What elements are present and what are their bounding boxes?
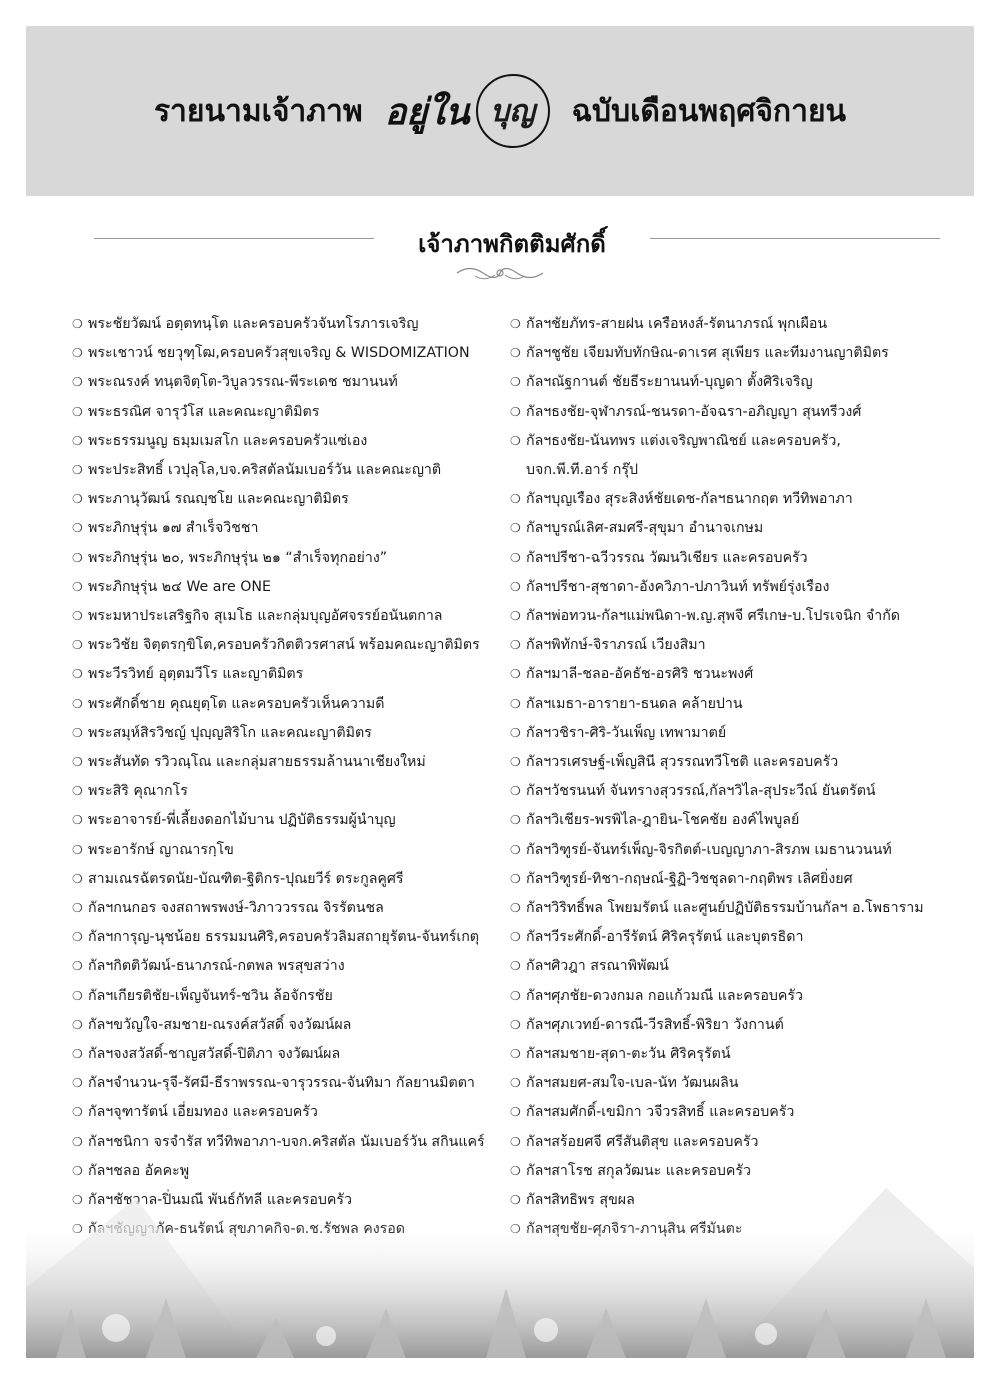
donor-name: กัลฯสร้อยศจี ศรีสันติสุข และครอบครัว — [526, 1133, 759, 1150]
donor-entry — [72, 514, 512, 543]
donor-entry — [510, 660, 950, 689]
donor-entry — [510, 865, 950, 894]
circle-bullet-icon: ❍ — [72, 755, 83, 770]
donor-name: พระธรรมนูญ ธมฺมเมสโก และครอบครัวแซ่เอง — [88, 432, 368, 449]
donor-name: พระวิชัย จิตฺตรกฺขิโต,ครอบครัวกิตติวรศาสน์ พร้อมคณะญาติมิตร — [88, 637, 480, 654]
donor-name: กัลฯพิทักษ์-จิราภรณ์ เวียงสิมา — [526, 637, 706, 654]
donor-entry — [510, 982, 950, 1011]
donor-name: กัลฯวรเศรษฐ์-เพ็ญสินี สุวรรณทวีโชติ และครอบครัว — [526, 754, 839, 771]
circle-bullet-icon: ❍ — [510, 346, 521, 361]
heading-rule-left — [94, 238, 374, 239]
circle-bullet-icon: ❍ — [72, 1163, 83, 1178]
donor-entry — [72, 398, 512, 427]
donor-list-right — [510, 310, 950, 1245]
donor-entry — [72, 1098, 512, 1127]
donor-entry — [510, 777, 950, 806]
donor-name: กัลฯชลอ อัคคะพู — [88, 1162, 190, 1179]
donor-name: กัลฯสมชาย-สุดา-ตะวัน ศิริครุรัตน์ — [526, 1046, 731, 1063]
donor-entry — [72, 602, 512, 631]
donor-entry — [72, 777, 512, 806]
section-title: เจ้าภาพกิตติมศักดิ์ — [418, 229, 606, 258]
donor-entry — [72, 982, 512, 1011]
logo-circle — [476, 74, 550, 148]
circle-bullet-icon: ❍ — [510, 609, 521, 624]
donor-entry — [510, 836, 950, 865]
donor-entry — [72, 339, 512, 368]
donor-name: กัลฯชนิกา จรจำรัส ทวีทิพอาภา-บจก.คริสตัล นัมเบอร์วัน สกินแคร์ — [88, 1133, 485, 1150]
circle-bullet-icon: ❍ — [510, 959, 521, 974]
circle-bullet-icon: ❍ — [510, 521, 521, 536]
donor-entry — [72, 456, 512, 485]
donor-name: กัลฯวัชรนนท์ จันทรางสุวรรณ์,กัลฯวิไล-สุประวีณ์ ยันตรัตน์ — [526, 783, 876, 800]
donor-entry — [510, 719, 950, 748]
circle-bullet-icon: ❍ — [72, 433, 83, 448]
donor-entry — [72, 923, 512, 952]
donor-entry — [510, 514, 950, 543]
circle-bullet-icon: ❍ — [72, 638, 83, 653]
section-heading — [26, 224, 974, 264]
donor-name: กัลฯชูชัย เจียมทับทักษิณ-ดาเรศ สุเพียร และทีมงานญาติมิตร — [526, 345, 889, 362]
donor-entry — [72, 485, 512, 514]
circle-bullet-icon: ❍ — [510, 492, 521, 507]
donor-entry — [510, 1069, 950, 1098]
donor-name: กัลฯสาโรช สกุลวัฒนะ และครอบครัว — [526, 1162, 751, 1179]
circle-bullet-icon: ❍ — [72, 696, 83, 711]
donor-entry — [510, 1040, 950, 1069]
donor-entry — [510, 1128, 950, 1157]
circle-bullet-icon: ❍ — [72, 1047, 83, 1062]
donor-entry — [510, 544, 950, 573]
donor-name: กัลฯบุญเรือง สุระสิงห์ชัยเดช-กัลฯธนากฤต ทวีทิพอาภา — [526, 491, 853, 508]
circle-bullet-icon: ❍ — [72, 346, 83, 361]
donor-name: พระวีรวิทย์ อุตฺตมวีโร และญาติมิตร — [88, 666, 304, 683]
circle-bullet-icon: ❍ — [510, 1017, 521, 1032]
donor-entry — [72, 1128, 512, 1157]
circle-bullet-icon: ❍ — [72, 1017, 83, 1032]
donor-name: กัลฯขวัญใจ-สมชาย-ณรงค์สวัสดิ์ จงวัฒน์ผล — [88, 1016, 352, 1033]
donor-entry — [510, 368, 950, 397]
circle-bullet-icon: ❍ — [72, 492, 83, 507]
header-title-right: ฉบับเดือนพฤศจิกายน — [571, 93, 847, 129]
donor-name: พระมหาประเสริฐกิจ สุเมโธ และกลุ่มบุญอัศจรรย์อนันตกาล — [88, 608, 443, 625]
heading-rule-right — [650, 238, 940, 239]
donor-list-left — [72, 310, 512, 1245]
circle-bullet-icon: ❍ — [510, 696, 521, 711]
donor-name: กัลฯวิฑูรย์-ทิชา-กฤษณ์-ฐิฏิ-วิชชุลดา-กฤติพร เลิศยิ่งยศ — [526, 870, 853, 887]
donor-entry — [510, 602, 950, 631]
donor-name: กัลฯธงชัย-นันทพร แต่งเจริญพาณิชย์ และครอบครัว, — [526, 432, 841, 449]
donor-name: กัลฯศุภเวทย์-ดารณี-วีรสิทธิ์-พิริยา วังกานต์ — [526, 1016, 784, 1033]
donor-name: พระภิกษุรุ่น ๒๔ We are ONE — [88, 578, 271, 595]
donor-entry — [510, 631, 950, 660]
circle-bullet-icon: ❍ — [72, 1076, 83, 1091]
donor-name: สามเณรฉัตรดนัย-บัณฑิต-ฐิติกร-ปุณยวีร์ ตระกูลคูศรี — [88, 870, 404, 887]
donor-entry — [510, 573, 950, 602]
donor-entry — [72, 631, 512, 660]
circle-bullet-icon: ❍ — [72, 521, 83, 536]
donor-name: กัลฯจำนวน-รุจี-รัศมี-ธีราพรรณ-จารุวรรณ-จันทิมา กัลยานมิตตา — [88, 1075, 475, 1092]
circle-bullet-icon: ❍ — [510, 988, 521, 1003]
donor-entry — [72, 952, 512, 981]
donor-name: กัลฯวิริทธิ์พล โพยมรัตน์ และศูนย์ปฏิบัติธรรมบ้านกัลฯ อ.โพธาราม — [526, 900, 924, 917]
donor-name: พระภิกษุรุ่น ๒๐, พระภิกษุรุ่น ๒๑ “สำเร็จทุกอย่าง” — [88, 549, 388, 566]
header-band — [26, 26, 974, 196]
circle-bullet-icon: ❍ — [510, 375, 521, 390]
donor-entry — [72, 836, 512, 865]
logo-circle-text: บุญ — [490, 93, 535, 129]
circle-bullet-icon: ❍ — [72, 317, 83, 331]
donor-name: กัลฯศุภชัย-ดวงกมล กอแก้วมณี และครอบครัว — [526, 987, 803, 1004]
circle-bullet-icon: ❍ — [72, 375, 83, 390]
circle-bullet-icon: ❍ — [72, 813, 83, 828]
donor-name: พระธรณิศ จารุวํโส และคณะญาติมิตร — [88, 403, 320, 420]
circle-bullet-icon: ❍ — [72, 1134, 83, 1149]
circle-bullet-icon: ❍ — [72, 463, 83, 478]
circle-bullet-icon: ❍ — [510, 1163, 521, 1178]
donor-entry — [510, 690, 950, 719]
circle-bullet-icon: ❍ — [510, 842, 521, 857]
donor-entry — [510, 923, 950, 952]
flourish-ornament-icon — [26, 264, 974, 284]
donor-name: กัลฯมาลี-ชลอ-อัคธัช-อรศิริ ชวนะพงศ์ — [526, 666, 754, 683]
circle-bullet-icon: ❍ — [72, 959, 83, 974]
circle-bullet-icon: ❍ — [510, 579, 521, 594]
circle-bullet-icon: ❍ — [510, 901, 521, 916]
page-frame — [26, 26, 974, 1358]
donor-name: พระภิกษุรุ่น ๑๗ สำเร็จวิชชา — [88, 520, 259, 537]
circle-bullet-icon: ❍ — [510, 1047, 521, 1062]
donor-name: กัลฯศิวฎา สรณาพิพัฒน์ — [526, 958, 669, 975]
donor-name: พระสิริ คุณากโร — [88, 783, 188, 800]
donor-name: พระสันทัด รวิวณฺโณ และกลุ่มสายธรรมล้านนาเชียงใหม่ — [88, 754, 426, 771]
circle-bullet-icon: ❍ — [510, 813, 521, 828]
circle-bullet-icon: ❍ — [510, 1105, 521, 1120]
donor-entry — [510, 748, 950, 777]
donor-entry — [510, 806, 950, 835]
circle-bullet-icon: ❍ — [72, 930, 83, 945]
crystal-pyramid-background — [26, 1158, 974, 1358]
header-title-left: รายนามเจ้าภาพ — [153, 93, 363, 129]
donor-name: กัลฯปรีชา-สุชาดา-อังควิภา-ปภาวินท์ ทรัพย์รุ่งเรือง — [526, 578, 830, 595]
donor-name: กัลฯการุญ-นุชน้อย ธรรมมนศิริ,ครอบครัวลิมสถายุรัตน-จันทร์เกตุ — [88, 929, 480, 946]
donor-name: กัลฯชัยภัทร-สายฝน เครือหงส์-รัตนาภรณ์ พุกเผือน — [526, 316, 828, 332]
donor-entry — [72, 1040, 512, 1069]
circle-bullet-icon: ❍ — [510, 433, 521, 448]
donor-entry — [72, 690, 512, 719]
donor-name: กัลฯสมศักดิ์-เขมิกา วจีวรสิทธิ์ และครอบครัว — [526, 1104, 795, 1121]
circle-bullet-icon: ❍ — [72, 901, 83, 916]
donor-entry — [72, 660, 512, 689]
logo-word: อยู่ใน — [384, 90, 470, 133]
donor-name: พระสมุห์สิรวิชญ์ ปุญฺญสิริโก และคณะญาติมิตร — [88, 724, 372, 741]
donor-name: กัลฯกนกอร จงสถาพรพงษ์-วิภาววรรณ จิรรัตนชล — [88, 900, 384, 917]
circle-bullet-icon: ❍ — [510, 317, 521, 331]
donor-name: กัลฯวิเชียร-พรพิไล-ฎายิน-โชคชัย องค์ไพบูลย์ — [526, 812, 800, 829]
circle-bullet-icon: ❍ — [72, 1193, 83, 1208]
circle-bullet-icon: ❍ — [510, 404, 521, 419]
magazine-logo — [385, 74, 550, 148]
donor-entry — [72, 427, 512, 456]
donor-entry — [510, 427, 950, 456]
donor-name: กัลฯปรีชา-ฉวีวรรณ วัฒนวิเชียร และครอบครัว — [526, 549, 808, 566]
circle-bullet-icon: ❍ — [510, 1193, 521, 1208]
circle-bullet-icon: ❍ — [72, 550, 83, 565]
donor-entry — [510, 1098, 950, 1127]
circle-bullet-icon: ❍ — [72, 404, 83, 419]
donor-name: พระณรงค์ ทนฺตจิตฺโต-วิบูลวรรณ-พีระเดช ชมานนท์ — [88, 374, 398, 391]
donor-name: กัลฯกิตติวัฒน์-ธนาภรณ์-กตพล พรสุขสว่าง — [88, 958, 345, 975]
donor-entry — [72, 544, 512, 573]
circle-bullet-icon: ❍ — [72, 784, 83, 799]
donor-entry — [72, 1069, 512, 1098]
donor-entry — [72, 894, 512, 923]
donor-entry — [72, 719, 512, 748]
circle-bullet-icon: ❍ — [72, 842, 83, 857]
donor-name: กัลฯพ่อทวน-กัลฯแม่พนิดา-พ.ญ.สุพจี ศรีเกษ-บ.โปรเจนิก จำกัด — [526, 608, 900, 625]
donor-entry — [72, 573, 512, 602]
donor-entry — [510, 1011, 950, 1040]
donor-name: กัลฯสิทธิพร สุขผล — [526, 1192, 635, 1209]
donor-name: พระอาจารย์-พี่เลี้ยงดอกไม้บาน ปฏิบัติธรรมผู้นำบุญ — [88, 812, 396, 829]
donor-entry — [72, 865, 512, 894]
donor-entry — [510, 952, 950, 981]
circle-bullet-icon: ❍ — [510, 1076, 521, 1091]
donor-name: กัลฯวชิรา-ศิริ-วันเพ็ญ เทพามาตย์ — [526, 724, 727, 741]
donor-name: พระประสิทธิ์ เวปุลฺโล,บจ.คริสตัลนัมเบอร์วัน และคณะญาติ — [88, 462, 442, 479]
donor-name: กัลฯณัฐกานต์ ชัยธีระยานนท์-บุญดา ตั้งศิริเจริญ — [526, 374, 813, 391]
donor-name: พระศักดิ์ชาย คุณยุตฺโต และครอบครัวเห็นความดี — [88, 695, 385, 712]
donor-name: กัลฯชัชวาล-ปิ่นมณี พันธ์กัทลี และครอบครัว — [88, 1192, 353, 1209]
circle-bullet-icon: ❍ — [72, 579, 83, 594]
circle-bullet-icon: ❍ — [510, 550, 521, 565]
donor-name: กัลฯบูรณ์เลิศ-สมศรี-สุขุมา อำนาจเกษม — [526, 520, 764, 537]
donor-entry — [510, 485, 950, 514]
circle-bullet-icon: ❍ — [510, 667, 521, 682]
donor-entry — [510, 339, 950, 368]
circle-bullet-icon: ❍ — [510, 930, 521, 945]
donor-name: กัลฯเกียรติชัย-เพ็ญจันทร์-ชวิน ล้อจักรชัย — [88, 987, 333, 1004]
donor-name: กัลฯธงชัย-จุฬาภรณ์-ชนรดา-อัจฉรา-อภิญญา สุนทรีวงศ์ — [526, 403, 862, 420]
donor-name: กัลฯจุฑารัตน์ เอี่ยมทอง และครอบครัว — [88, 1104, 318, 1121]
donor-entry — [72, 806, 512, 835]
donor-entry — [72, 368, 512, 397]
donor-name: กัลฯวิฑูรย์-จันทร์เพ็ญ-จิรกิตต์-เบญญาภา-สิรภพ เมธานวนนท์ — [526, 841, 892, 858]
donor-name: กัลฯจงสวัสดิ์-ชาญสวัสดิ์-ปิติภา จงวัฒน์ผล — [88, 1046, 341, 1063]
circle-bullet-icon: ❍ — [510, 1134, 521, 1149]
circle-bullet-icon: ❍ — [72, 609, 83, 624]
donor-entry — [510, 398, 950, 427]
donor-entry — [72, 748, 512, 777]
donor-entry-continuation: บจก.พี.ที.อาร์ กรุ๊ป — [526, 462, 638, 479]
circle-bullet-icon: ❍ — [72, 667, 83, 682]
donor-entry — [510, 894, 950, 923]
circle-bullet-icon: ❍ — [510, 638, 521, 653]
donor-entry — [72, 310, 512, 339]
donor-name: กัลฯสมยศ-สมใจ-เบล-นัท วัฒนผลิน — [526, 1075, 739, 1092]
donor-name: พระอารักษ์ ญาณารกฺโข — [88, 841, 234, 858]
donor-name: พระเชาวน์ ชยวุฑฺโฒ,ครอบครัวสุขเจริญ & WISDOMIZATION — [88, 345, 470, 362]
circle-bullet-icon: ❍ — [510, 784, 521, 799]
donor-entry — [72, 1011, 512, 1040]
circle-bullet-icon: ❍ — [510, 871, 521, 886]
circle-bullet-icon: ❍ — [72, 725, 83, 740]
donor-name: กัลฯวีระศักดิ์-อารีรัตน์ ศิริครุรัตน์ และบุตรธิดา — [526, 929, 804, 946]
circle-bullet-icon: ❍ — [510, 725, 521, 740]
donor-name: พระชัยวัฒน์ อตฺตทนฺโต และครอบครัวจันทโรภารเจริญ — [88, 316, 419, 332]
circle-bullet-icon: ❍ — [72, 871, 83, 886]
donor-name: พระภานุวัฒน์ รณญฺชโย และคณะญาติมิตร — [88, 491, 349, 508]
donor-entry — [510, 310, 950, 339]
circle-bullet-icon: ❍ — [72, 1105, 83, 1120]
circle-bullet-icon: ❍ — [510, 755, 521, 770]
circle-bullet-icon: ❍ — [72, 988, 83, 1003]
donor-name: กัลฯเมธา-อารายา-ธนดล คล้ายปาน — [526, 695, 743, 712]
